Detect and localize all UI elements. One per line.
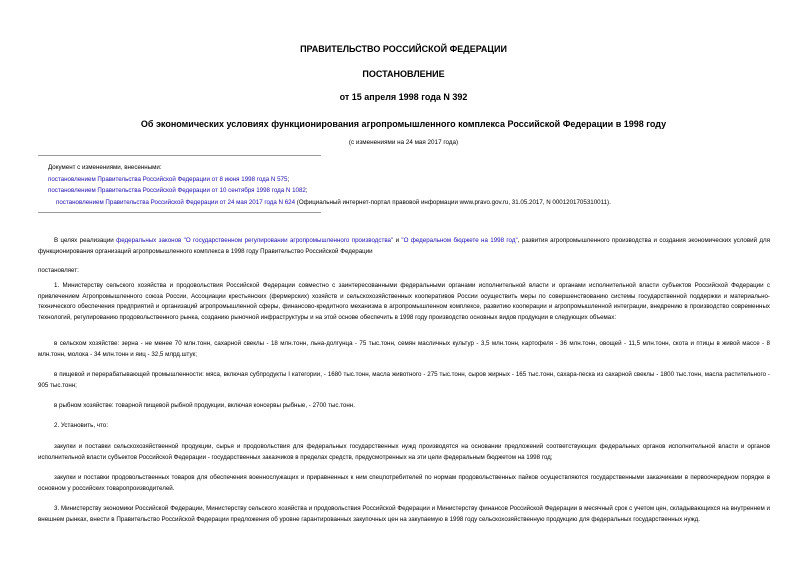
preamble-paragraph [38, 236, 770, 257]
top-divider [38, 155, 321, 156]
amendment-tail: (Официальный интернет-портал правовой информации www.pravo.gov.ru, 31.05.2017, N 0001201705310011). [295, 199, 611, 206]
document-type: ПОСТАНОВЛЕНИЕ [362, 69, 445, 79]
paragraph-3 [38, 504, 770, 525]
amendment-tail: ; [287, 176, 290, 183]
resolves-text: постановляет: [38, 267, 79, 274]
paragraph-fishery-text: в рыбном хозяйстве: товарной пищевой рыбной продукции, включая консервы рыбные, - 2700 тыс.тонн. [54, 402, 355, 409]
changes-note: (с изменениями на 24 мая 2017 года) [348, 139, 459, 146]
amendment-link[interactable]: постановлением Правительства Российской Федерации от 10 сентября 1998 года N 1082 [48, 187, 306, 194]
amendment-link[interactable]: постановлением Правительства Российской Федерации от 8 июня 1998 года N 575 [48, 176, 288, 183]
budget-law-link[interactable]: "О федеральном бюджете на 1998 год" [401, 237, 518, 244]
paragraph-2b-text: закупки и поставки продовольственных товаров для обеспечения военнослужащих и приравненных к ним спецпотребителей по нормам продовольственных пайков осуществляются государственными заказчиками в первоочередном порядке в основном у российских товаропроизводителей. [38, 474, 770, 492]
amendment-link[interactable]: постановлением Правительства Российской Федерации от 24 мая 2017 года N 624 [56, 199, 296, 206]
paragraph-agriculture [38, 339, 770, 360]
paragraph-food-text: в пищевой и перерабатывающей промышленности: мяса, включая субпродукты I категории, - 1680 тыс.тонн, масла животного - 275 тыс.тонн, сыров жирных - 165 тыс.тонн, сахара-песка из сахарной свеклы - 1800 тыс.тонн, масла растительного - 905 тыс.тонн; [38, 371, 770, 389]
paragraph-fishery [38, 401, 770, 412]
resolves-paragraph [38, 266, 770, 277]
paragraph-1 [38, 281, 770, 323]
bottom-divider [38, 212, 321, 213]
amendment-item [56, 198, 611, 207]
paragraph-food-industry [38, 370, 770, 391]
preamble-text: , развития агропромышленного производства и создания экономических условий для функционирования организаций агропромышленного комплекса в 1998 году Правительство Российской Федерации [38, 237, 770, 255]
preamble-text: и [393, 237, 402, 244]
paragraph-2-text: 2. Установить, что: [54, 422, 108, 429]
amendments-intro: Документ с изменениями, внесенными: [48, 164, 162, 171]
document-date-number: от 15 апреля 1998 года N 392 [339, 92, 468, 102]
paragraph-2 [38, 421, 770, 432]
amendment-item [48, 186, 308, 195]
paragraph-3-text: 3. Министерству экономики Российской Федерации, Министерству сельского хозяйства и продовольствия Российской Федерации и Министерству финансов Российской Федерации в месячный срок с учетом цен, складывающихся на внутреннем и внешнем рынках, внести в Правительство Российской Федерации предложения об уровне гарантированных закупочных цен на закупаемую в 1998 году сельскохозяйственную продукцию для федеральных государственных нужд. [38, 505, 770, 523]
government-name: ПРАВИТЕЛЬСТВО РОССИЙСКОЙ ФЕДЕРАЦИИ [300, 44, 507, 54]
document-title: Об экономических условиях функционирования агропромышленного комплекса Российской Федерации в 1998 году [140, 119, 667, 129]
paragraph-2a [38, 442, 770, 463]
preamble-text: В целях реализации [54, 237, 117, 244]
amendment-item [48, 175, 289, 184]
amendment-tail: ; [305, 187, 308, 194]
paragraph-2b [38, 473, 770, 494]
federal-laws-link[interactable]: федеральных законов "О государственном регулировании агропромышленного производства" [116, 237, 394, 244]
paragraph-2a-text: закупки и поставки сельскохозяйственной продукции, сырья и продовольствия для федеральных государственных нужд производятся на основании предложений соответствующих федеральных органов исполнительной власти и органов исполнительной власти субъектов Российской Федерации - государственных заказчиков в пределах средств, предусмотренных на эти цели федеральным бюджетом на 1998 год; [38, 443, 770, 461]
paragraph-agriculture-text: в сельском хозяйстве: зерна - не менее 70 млн.тонн, сахарной свеклы - 18 млн.тонн, льна-долгунца - 75 тыс.тонн, семян масличных культур - 3,5 млн.тонн, картофеля - 36 млн.тонн, овощей - 11,5 млн.тонн, скота и птицы в живой массе - 8 млн.тонн, молока - 34 млн.тонн и яиц - 32,5 млрд.штук; [38, 340, 770, 358]
paragraph-1-text: 1. Министерству сельского хозяйства и продовольствия Российской Федерации совместно с заинтересованными федеральными органами исполнительной власти и органами исполнительной власти субъектов Российской Федерации с привлечением Агропромышленного союза России, Ассоциации крестьянских (фермерских) хозяйств и сельскохозяйственных кооперативов России осуществить меры по совершенствованию системы государственной поддержки и материально-технического обеспечения предприятий и организаций агропромышленной сферы, финансово-кредитного механизма в агропромышленном комплексе, развитию кооперации и агропромышленной интеграции, внедрению в производство современных технологий, регулированию продовольственного рынка, созданию рыночной инфраструктуры и на этой основе обеспечить в 1998 году производство основных видов продукции в следующих объемах: [38, 282, 770, 321]
